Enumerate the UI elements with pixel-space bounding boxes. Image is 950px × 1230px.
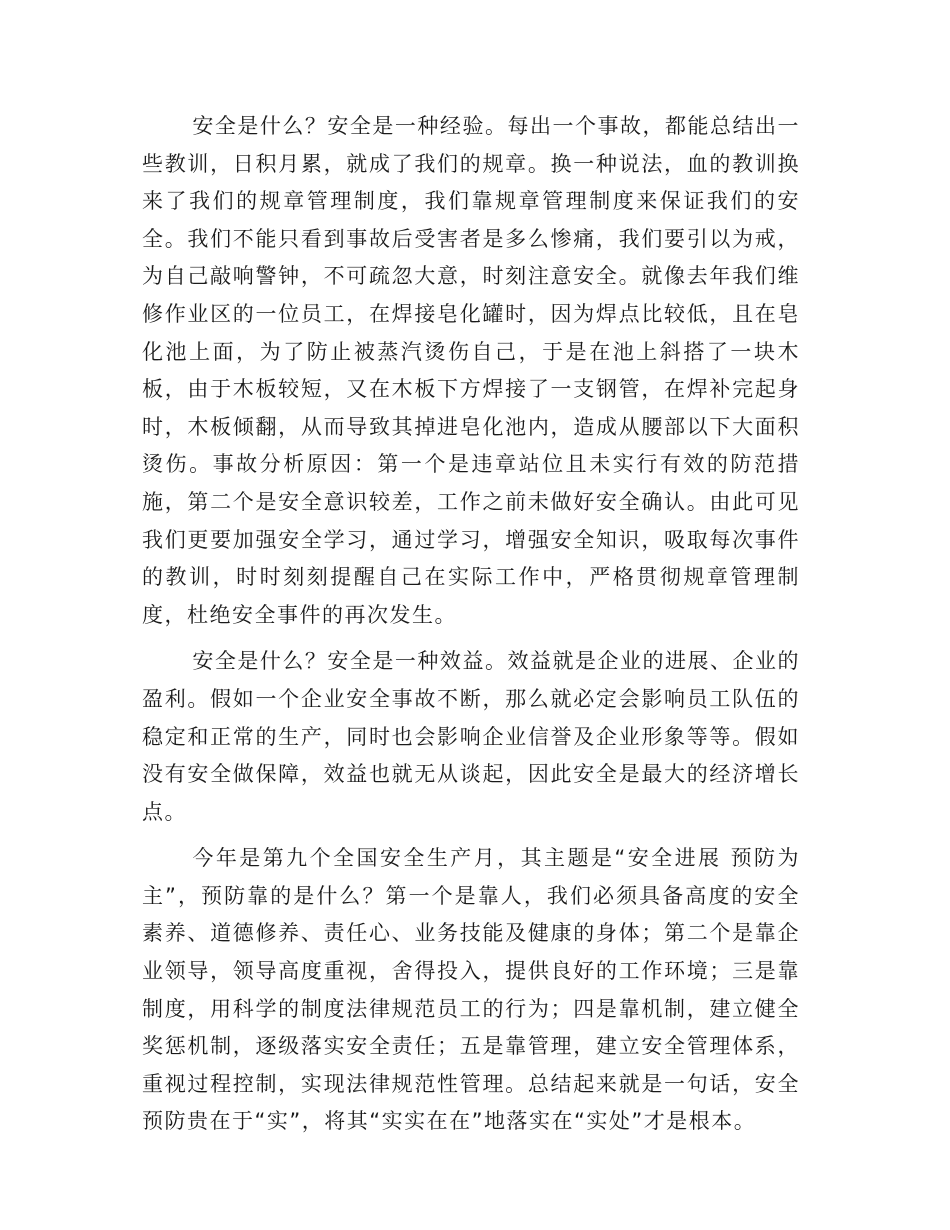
- document-body: [142, 108, 800, 1150]
- paragraph-safety-month-prevention: 今年是第九个全国安全生产月，其主题是“安全进展 预防为主”，预防靠的是什么？第一个是靠人，我们必须具备高度的安全素养、道德修养、责任心、业务技能及健康的身体；第二个是靠企业领导，领导高度重视，舍得投入，提供良好的工作环境；三是靠制度，用科学的制度法律规范员工的行为；四是靠机制，建立健全奖惩机制，逐级落实安全责任；五是靠管理，建立安全管理体系，重视过程控制，实现法律规范性管理。总结起来就是一句话，安全预防贵在于“实”，将其“实实在在”地落实在“实处”才是根本。: [142, 846, 800, 1134]
- paragraph-safety-experience: 安全是什么？安全是一种经验。每出一个事故，都能总结出一些教训，日积月累，就成了我们的规章。换一种说法，血的教训换来了我们的规章管理制度，我们靠规章管理制度来保证我们的安全。我们不能只看到事故后受害者是多么惨痛，我们要引以为戒，为自己敲响警钟，不可疏忽大意，时刻注意安全。就像去年我们维修作业区的一位员工，在焊接皂化罐时，因为焊点比较低，且在皂化池上面，为了防止被蒸汽烫伤自己，于是在池上斜搭了一块木板，由于木板较短，又在木板下方焊接了一支钢管，在焊补完起身时，木板倾翻，从而导致其掉进皂化池内，造成从腰部以下大面积烫伤。事故分析原因：第一个是违章站位且未实行有效的防范措施，第二个是安全意识较差，工作之前未做好安全确认。由此可见我们更要加强安全学习，通过学习，增强安全知识，吸取每次事件的教训，时时刻刻提醒自己在实际工作中，严格贯彻规章管理制度，杜绝安全事件的再次发生。: [142, 114, 800, 627]
- paragraph-safety-benefit: 安全是什么？安全是一种效益。效益就是企业的进展、企业的盈利。假如一个企业安全事故不断，那么就必定会影响员工队伍的稳定和正常的生产，同时也会影响企业信誉及企业形象等等。假如没有安全做保障，效益也就无从谈起，因此安全是最大的经济增长点。: [142, 649, 800, 824]
